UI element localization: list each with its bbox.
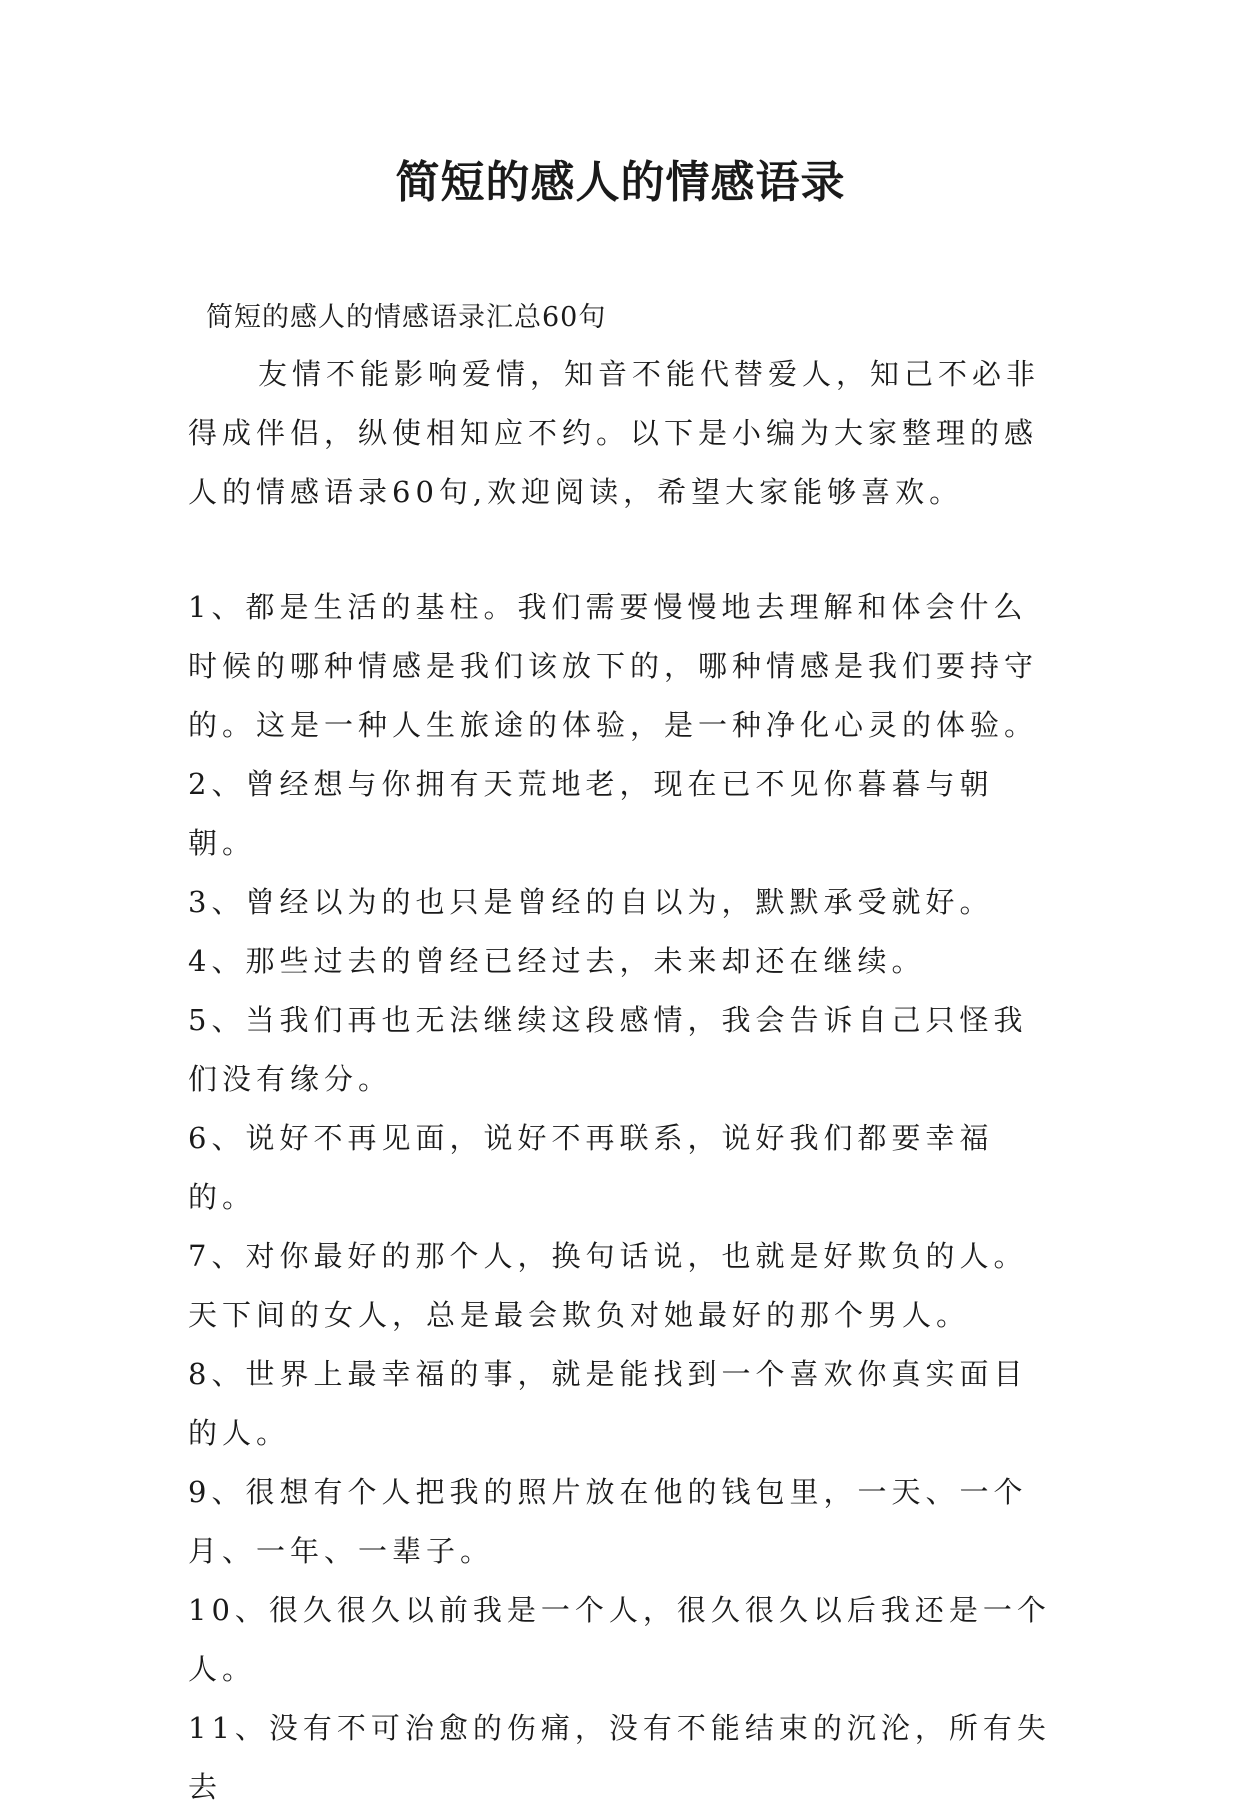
intro-paragraph — [188, 345, 1058, 522]
quote-item-7: 7、对你最好的那个人，换句话说，也就是好欺负的人。天下间的女人，总是最会欺负对她最好的那个男人。 — [188, 1239, 1028, 1332]
quote-item-11: 11、没有不可治愈的伤痛，没有不能结束的沉沦，所有失去 — [188, 1711, 1051, 1804]
quote-item-10: 10、很久很久以前我是一个人，很久很久以后我还是一个人。 — [188, 1593, 1051, 1686]
quote-item-5: 5、当我们再也无法继续这段感情，我会告诉自己只怪我们没有缘分。 — [188, 1003, 1028, 1096]
quote-item-9: 9、很想有个人把我的照片放在他的钱包里，一天、一个月、一年、一辈子。 — [188, 1475, 1028, 1568]
intro-text: 友情不能影响爱情，知音不能代替爱人，知己不必非得成伴侣，纵使相知应不约。以下是小编为大家整理的感人的情感语录60句,欢迎阅读，希望大家能够喜欢。 — [188, 357, 1041, 509]
document-subtitle: 简短的感人的情感语录汇总60句 — [206, 302, 607, 333]
page-title: 简短的感人的情感语录 — [395, 157, 846, 208]
quote-item-3: 3、曾经以为的也只是曾经的自以为，默默承受就好。 — [188, 885, 994, 919]
quote-item-4: 4、那些过去的曾经已经过去，未来却还在继续。 — [188, 944, 926, 978]
quote-list — [188, 578, 1058, 1817]
quote-item-1: 1、都是生活的基柱。我们需要慢慢地去理解和体会什么时候的哪种情感是我们该放下的，哪种情感是我们要持守的。这是一种人生旅途的体验，是一种净化心灵的体验。 — [188, 590, 1039, 742]
quote-item-6: 6、说好不再见面，说好不再联系，说好我们都要幸福的。 — [188, 1121, 994, 1214]
quote-item-8: 8、世界上最幸福的事，就是能找到一个喜欢你真实面目的人。 — [188, 1357, 1028, 1450]
quote-item-2: 2、曾经想与你拥有天荒地老，现在已不见你暮暮与朝朝。 — [188, 767, 994, 860]
